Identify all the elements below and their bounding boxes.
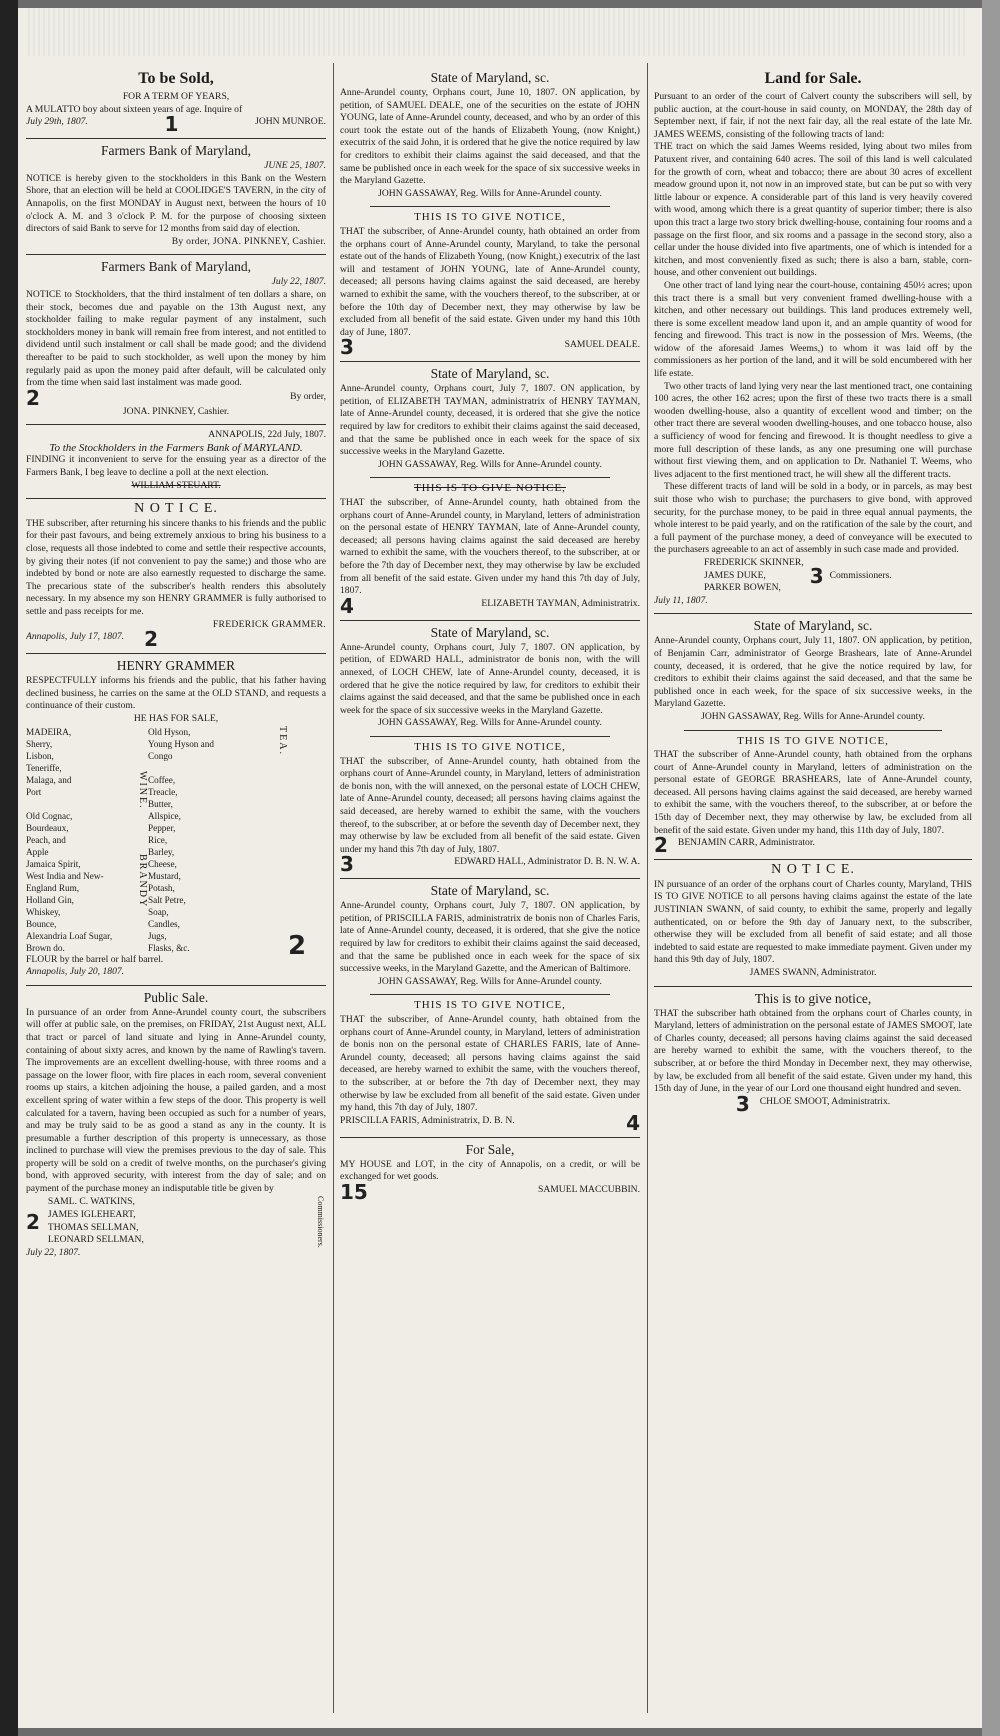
commissioner-names bbox=[48, 1196, 305, 1246]
list-item: Pepper, bbox=[148, 822, 176, 833]
list-item: Holland Gin, bbox=[26, 894, 74, 905]
divider bbox=[684, 730, 942, 731]
list-item: Teneriffe, bbox=[26, 762, 62, 773]
ad-title: HENRY GRAMMER bbox=[116, 658, 236, 674]
list-item: Alexandria Loaf Sugar, bbox=[26, 930, 113, 941]
ad-date: July 22, 1807. bbox=[271, 276, 326, 288]
group-label-wine: WINE. bbox=[137, 770, 148, 810]
ad-stockholders bbox=[26, 429, 326, 492]
list-item: JAMES IGLEHEART, bbox=[47, 1208, 136, 1220]
ad-title: Land for Sale. bbox=[764, 70, 862, 87]
list-item: Soap, bbox=[148, 906, 169, 917]
ad-state-maryland-1 bbox=[340, 70, 640, 200]
list-item: PARKER BOWEN, bbox=[704, 582, 781, 594]
list-item: Jugs, bbox=[148, 930, 167, 941]
divider bbox=[340, 1137, 640, 1138]
ad-date: Annapolis, July 20, 1807. bbox=[26, 966, 125, 978]
ad-title: N O T I C E. bbox=[134, 501, 218, 517]
group-label-brandy: BRANDY bbox=[137, 854, 148, 909]
ad-signature: PRISCILLA FARIS, Administratrix, D. B. N. bbox=[340, 1114, 515, 1126]
ad-signature: JONA. PINKNEY, Cashier. bbox=[122, 405, 230, 417]
ad-state-maryland-5 bbox=[654, 618, 972, 723]
ad-state-maryland-4 bbox=[340, 883, 640, 988]
column-rule bbox=[647, 63, 648, 1713]
ad-body: Anne-Arundel county, Orphans court, July 7, 1807. ON application, by petition, of PRISCILLA FARIS, administratrix de bonis non of Charles Faris, late of Anne-Arundel county, deceased, it is ordered, that she give the notice required by law for creditors to exhibit their claims against the said deceased, and that the same be published once in each week for the space of six successive weeks, in the Maryland Gazette, and the American of Baltimore. bbox=[340, 900, 640, 975]
list-item: Old Hyson, bbox=[148, 726, 191, 737]
column-1 bbox=[26, 68, 326, 1708]
divider bbox=[26, 424, 326, 425]
ad-signature: FREDERICK GRAMMER. bbox=[212, 618, 326, 630]
ad-body: THAT the subscriber of Anne-Arundel county, hath obtained from the orphans court of Anne-Arundel county in Maryland, letters of administration on the personal estate of GEORGE BRASHEARS, late of Anne-Arundel county, deceased. All persons having claims against the said deceased, are hereby warned to exhibit the same, with the vouchers thereof, to the subscriber, at or before the 15th day of December next, they may otherwise by law, be excluded from all benefit of the said estate. Given under my hand, this 11th day of July, 1807. bbox=[654, 749, 972, 836]
list-item: FREDERICK SKINNER, bbox=[704, 556, 804, 568]
ad-notice-hall bbox=[340, 740, 640, 877]
ad-land-for-sale bbox=[654, 70, 972, 607]
ad-body: THAT the subscriber, of Anne-Arundel county, hath obtained an order from the orphans court of Anne-Arundel county, Maryland, to take the personal estate out of the hands of Elizabeth Young, (now Knight,) executrix of the last will and testament of JOHN YOUNG, late of Anne-Arundel county, deceased; all persons having claims against the said deceased, are hereby warned to exhibit the same, with the vouchers thereof, to the subscriber, at or before the 10th day of December next, they may otherwise by law be excluded from all benefit of the said estate. Given under my hand this 10th day of June, 1807. bbox=[340, 225, 640, 338]
ad-title: THIS IS TO GIVE NOTICE, bbox=[737, 734, 889, 747]
ad-notice-grammer bbox=[26, 501, 326, 652]
list-item: MADEIRA, bbox=[26, 726, 72, 737]
ad-title: State of Maryland, sc. bbox=[753, 618, 873, 634]
list-item: England Rum, bbox=[26, 882, 80, 893]
divider bbox=[370, 477, 610, 478]
list-item: THOMAS SELLMAN, bbox=[47, 1221, 139, 1233]
list-item: West India and New- bbox=[26, 870, 104, 881]
ad-title: State of Maryland, sc. bbox=[430, 624, 550, 640]
list-item: Peach, and bbox=[26, 834, 66, 845]
column-2 bbox=[340, 68, 640, 1708]
ad-signature: ELIZABETH TAYMAN, Administratrix. bbox=[481, 597, 640, 609]
ad-body: THAT the subscriber, of Anne-Arundel county, hath obtained from the orphans court of Anne-Arundel county, in Maryland, letters of administration de bonis non on the personal estate of CHARLES FARIS, late of Anne-Arundel county, deceased; all persons having claims against the said deceased, are hereby warned to exhibit the same, with the vouchers thereof, to the subscriber, at or before the 7th day of December next, they may otherwise by law be excluded from all benefit of the said estate. Given under my hand, this 7th day of July, 1807. bbox=[340, 1014, 640, 1114]
list-item: SAML. C. WATKINS, bbox=[47, 1196, 135, 1208]
column-3 bbox=[654, 68, 972, 1708]
list-item: Young Hyson and bbox=[148, 738, 214, 749]
commissioners-label: Commissioners. bbox=[316, 1195, 325, 1248]
goods-list-right bbox=[148, 726, 258, 954]
ad-henry-grammer bbox=[26, 658, 326, 979]
ad-title: This is to give notice, bbox=[754, 990, 872, 1006]
ad-signature: JAMES SWANN, Administrator. bbox=[749, 967, 877, 978]
ad-subtitle: FOR A TERM OF YEARS, bbox=[122, 91, 230, 102]
handwritten-mark: 2 bbox=[26, 1209, 40, 1234]
ad-body: IN pursuance of an order of the orphans court of Charles county, Maryland, THIS IS TO GIVE NOTICE to all persons having claims against the estate of the late JUSTINIAN SWANN, of said county, to exhibit the same, properly and legally authenticated, on or before the 9th day of January next, to the subscriber, otherwise they will be excluded from all benefit of said estate; and all those indebted to said estate are requested to make immediate payment. Given under my hand this 9th day of July, 1807. bbox=[654, 878, 972, 966]
ad-public-sale bbox=[26, 990, 326, 1260]
ad-notice-faris bbox=[340, 999, 640, 1135]
ad-signature: SAMUEL MACCUBBIN. bbox=[538, 1183, 640, 1195]
ad-to-be-sold bbox=[26, 70, 326, 137]
ad-title: To the Stockholders in the Farmers Bank of MARYLAND. bbox=[49, 441, 303, 454]
ad-body-terms: These different tracts of land will be sold in a body, or in parcels, as may best suit those who wish to purchase; the purchasers to give bond, with approved security, for the purchase money, to be paid in three equal annual payments, the whole interest to be paid yearly, and on the ratification of the sale by the court, and a full payment of the purchase money, a deed of conveyance will be executed to the purchasers agreeable to an act of assembly in such case made and provided. bbox=[654, 481, 972, 556]
ad-notice-deale bbox=[340, 211, 640, 360]
ad-state-maryland-2 bbox=[340, 366, 640, 471]
page-header-texture bbox=[28, 8, 968, 56]
handwritten-mark: 3 bbox=[340, 335, 354, 360]
ad-signature: JOHN GASSAWAY, Reg. Wills for Anne-Arundel county. bbox=[378, 717, 602, 729]
list-item: Jamaica Spirit, bbox=[26, 858, 81, 869]
list-item: Port bbox=[26, 786, 42, 797]
handwritten-mark: 4 bbox=[626, 1110, 640, 1135]
divider bbox=[654, 986, 972, 987]
list-item: Allspice, bbox=[148, 810, 181, 821]
ad-title: Farmers Bank of Maryland, bbox=[101, 259, 251, 275]
ad-body: FINDING it inconvenient to serve for the ensuing year as a director of the Farmers Bank, I beg leave to decline a poll at the next election. bbox=[26, 454, 326, 479]
group-label-tea: TEA. bbox=[277, 725, 288, 756]
ad-by: By order, bbox=[290, 391, 326, 403]
ad-body: THAT the subscriber, of Anne-Arundel county, hath obtained from the orphans court of Anne-Arundel county, in Maryland, letters of administration on the personal estate of HENRY TAYMAN, late of Anne-Arundel county, deceased; all persons having claims against the said deceased are hereby warned to exhibit the same, with the vouchers thereof, to the subscriber, at or before the 7th day of December next, they may otherwise by law be excluded from all benefit of the said estate. Given under my hand this 7th day of July, 1807. bbox=[340, 497, 640, 597]
list-item bbox=[26, 798, 118, 810]
list-item: Sherry, bbox=[26, 738, 53, 749]
commissioner-names bbox=[704, 557, 804, 595]
list-item: Potash, bbox=[148, 882, 175, 893]
divider bbox=[26, 138, 326, 139]
ad-title: THIS IS TO GIVE NOTICE, bbox=[414, 482, 566, 495]
list-item: Candles, bbox=[148, 918, 180, 929]
ad-body: Anne-Arundel county, Orphans court, June 10, 1807. ON application, by petition, of SAMUEL DEALE, one of the securities on the estate of JOHN YOUNG, late of Anne-Arundel county, deceased, and who by an order of this court took the estate out of the hands of Elizabeth Young, (now Knight,) executrix of the said John, it is ordered that he give the notice required by law for creditors to exhibit their claims against the said deceased, and that the same be published once in each week for the space of six successive weeks in the Maryland Gazette. bbox=[340, 87, 640, 187]
ad-date: July 29th, 1807. bbox=[26, 116, 88, 128]
list-item: Congo bbox=[148, 750, 173, 761]
ad-farmers-bank-1 bbox=[26, 143, 326, 248]
list-item: Coffee, bbox=[148, 774, 176, 785]
ad-notice-smoot bbox=[654, 990, 972, 1116]
ad-title: Public Sale. bbox=[143, 989, 209, 1005]
list-item: Flasks, &c. bbox=[148, 942, 190, 953]
handwritten-mark: 3 bbox=[735, 1091, 750, 1116]
list-item: Malaga, and bbox=[26, 774, 72, 785]
ad-title: To be Sold, bbox=[138, 70, 214, 87]
list-item: Barley, bbox=[148, 846, 175, 857]
handwritten-mark: 3 bbox=[809, 563, 824, 588]
list-item: Rice, bbox=[148, 834, 168, 845]
ad-body-tract-2: One other tract of land lying near the court-house, containing 450½ acres; upon this tract there is a small but very convenient framed dwelling-house with a kitchen, and other necessary out buildings. This land produces extremely well, there is some excellent meadow land upon it, and an ample quantity of wood for fencing and firewood. This tract is now in the possession of Mrs. Weems, (the widow of the aforesaid James Weems,) to whom it was laid off by the commissioners as her portion of the land, and it will be sold encumbered with her life estate. bbox=[654, 279, 972, 380]
ad-date: July 11, 1807. bbox=[654, 594, 708, 606]
divider bbox=[340, 361, 640, 362]
ad-date: JUNE 25, 1807. bbox=[264, 160, 326, 172]
newspaper-page bbox=[18, 8, 982, 1728]
list-item: Bourdeaux, bbox=[26, 822, 69, 833]
ad-signature: BENJAMIN CARR, Administrator. bbox=[677, 837, 815, 849]
divider bbox=[370, 206, 610, 207]
ad-title: State of Maryland, sc. bbox=[430, 366, 550, 382]
list-item: LEONARD SELLMAN, bbox=[47, 1234, 144, 1246]
ad-signature: JOHN MUNROE. bbox=[255, 116, 326, 128]
ad-signature: CHLOE SMOOT, Administratrix. bbox=[759, 1095, 891, 1107]
handwritten-mark: 4 bbox=[340, 593, 354, 618]
divider bbox=[654, 613, 972, 614]
ad-body: MY HOUSE and LOT, in the city of Annapolis, on a credit, or will be exchanged for wet goods. bbox=[340, 1158, 640, 1183]
list-item: Apple bbox=[26, 846, 49, 857]
ad-title: State of Maryland, sc. bbox=[430, 883, 550, 899]
ad-body: Anne-Arundel county, Orphans court, July 7, 1807. ON application, by petition, of EDWARD HALL, administrator de bonis non, with the will annexed, of LOCH CHEW, late of Anne-Arundel county, deceased, it is ordered that he give the notice required by law, for creditors to exhibit their claims against the said deceased, and that the same be published once in each week for the space of six successive weeks in the Maryland Gazette. bbox=[340, 641, 640, 716]
handwritten-mark: 3 bbox=[340, 852, 354, 877]
divider bbox=[26, 254, 326, 255]
handwritten-mark: 1 bbox=[164, 112, 179, 137]
ad-state-maryland-3 bbox=[340, 625, 640, 730]
ad-for-sale bbox=[340, 1141, 640, 1204]
ad-title: Farmers Bank of Maryland, bbox=[101, 143, 251, 159]
divider bbox=[340, 620, 640, 621]
list-item: Whiskey, bbox=[26, 906, 61, 917]
list-item: Cheese, bbox=[148, 858, 177, 869]
divider bbox=[370, 736, 610, 737]
ad-body: NOTICE to Stockholders, that the third instalment of ten dollars a share, on their stock, becomes due and payable on the 13th August next, any stockholder failing to make regular payment of any instalment, such stockholders money in bank will remain free from interest, and not entitled to dividend until such instalment or call shall be made good; and the dividend thereafter to be paid to such stockholder, as well upon the money by him regularly paid as upon the money paid after default, will be calculated only from the time when said last instalment was made good. bbox=[26, 288, 326, 389]
ad-signature: SAMUEL DEALE. bbox=[564, 339, 640, 351]
ad-signature: JOHN GASSAWAY, Reg. Wills for Anne-Arundel county. bbox=[378, 458, 602, 470]
list-item: JAMES DUKE, bbox=[704, 569, 766, 581]
ad-title: THIS IS TO GIVE NOTICE, bbox=[414, 999, 566, 1012]
handwritten-mark: 2 bbox=[654, 833, 668, 858]
scan-edge-right bbox=[982, 0, 1000, 1736]
ad-farmers-bank-2 bbox=[26, 259, 326, 418]
ad-signature: EDWARD HALL, Administrator D. B. N. W. A. bbox=[454, 856, 640, 868]
ad-date: July 22, 1807. bbox=[26, 1247, 81, 1259]
ad-body: THAT the subscriber hath obtained from the orphans court of Charles county, in Maryland, letters of administration on the personal estate of JAMES SMOOT, late of Charles county, deceased; all persons having claims against the said deceased are hereby warned to exhibit the same, with the vouchers thereof, to the subscriber, at or before the third Monday in December next, they may otherwise, by law, be excluded from all benefit of the said estate. Given under my hand, this 15th day of June, in the year of our Lord one thousand eight hundred and seven. bbox=[654, 1007, 972, 1095]
list-item: Bounce, bbox=[26, 918, 57, 929]
divider bbox=[340, 878, 640, 879]
ad-signature: JOHN GASSAWAY, Reg. Wills for Anne-Arundel county. bbox=[701, 710, 925, 722]
ad-title: N O T I C E. bbox=[771, 862, 855, 878]
ad-notice-carr bbox=[654, 734, 972, 858]
list-item: Treacle, bbox=[148, 786, 178, 797]
handwritten-mark: 2 bbox=[144, 627, 158, 652]
divider bbox=[26, 653, 326, 654]
list-item: Butter, bbox=[148, 798, 173, 809]
handwritten-mark: 2 bbox=[288, 930, 307, 961]
ad-body-tract-1: THE tract on which the said James Weems resided, lying about two miles from Patuxent river, and containing 640 acres. The soil of this land is well calculated for the growth of corn, wheat and tobacco; there are about 30 acres of excellent meadow ground upon it, not now in an improved state, but can be put so with very little labour or expence. A considerable part of this land is very heavily covered with wood, among which there is a great quantity of superior timber; there is also upon this tract a large two story brick dwelling-house, containing four rooms and a passage on the first floor, and six rooms and a passage in the second story, also a cellar under the house divided into five apartments, one of which is intended for a kitchen, and most conveniently fixed as such; there is also a barn, stable, corn-house, and other convenient out buildings. bbox=[654, 141, 972, 279]
list-item: Lisbon, bbox=[26, 750, 54, 761]
handwritten-mark: 15 bbox=[340, 1179, 368, 1204]
commissioners-label: Commissioners. bbox=[829, 569, 892, 581]
ad-date: Annapolis, July 17, 1807. bbox=[26, 631, 125, 643]
divider bbox=[654, 859, 972, 860]
ad-signature: JOHN GASSAWAY, Reg. Wills for Anne-Arundel county. bbox=[378, 187, 602, 199]
list-item: Old Cognac, bbox=[26, 810, 73, 821]
ad-signature: WILLIAM STEUART. bbox=[131, 479, 221, 491]
ad-title: For Sale, bbox=[465, 1141, 515, 1157]
ad-body: RESPECTFULLY informs his friends and the public, that his father having declined business, he carries on the same at the OLD STAND, and requests a continuance of their custom. bbox=[26, 675, 326, 712]
goods-group-labels bbox=[118, 726, 148, 954]
ad-body: THAT the subscriber, of Anne-Arundel county, hath obtained from the orphans court of Anne-Arundel county, in Maryland, letters of administration de bonis non, with the will annexed, on the personal estate of LOCH CHEW, late of Anne-Arundel county, deceased; all persons having claims against the said deceased, are hereby warned to exhibit the same, with the vouchers thereof, to the subscriber, at or before the seventh day of December next, they may otherwise by law be excluded from all benefit of the said estate. Given under my hand this 7th day of July, 1807. bbox=[340, 755, 640, 855]
divider bbox=[26, 498, 326, 499]
ad-body: Anne-Arundel county, Orphans court, July 7, 1807. ON application, by petition, of ELIZABETH TAYMAN, administratrix of HENRY TAYMAN, late of Anne-Arundel county, deceased, it is ordered that she give the notice required by law for creditors to exhibit their claims against the said deceased, and that the same be published once in each week for the space of six successive weeks in the Maryland Gazette. bbox=[340, 383, 640, 458]
list-item: Salt Petre, bbox=[148, 894, 186, 905]
handwritten-mark: 2 bbox=[26, 385, 40, 410]
ad-flour: FLOUR by the barrel or half barrel. bbox=[26, 953, 164, 965]
goods-list-left bbox=[26, 726, 118, 954]
ad-signature: JOHN GASSAWAY, Reg. Wills for Anne-Arundel county. bbox=[378, 975, 602, 987]
ad-signature: By order, JONA. PINKNEY, Cashier. bbox=[171, 235, 326, 247]
list-item: Mustard, bbox=[148, 870, 181, 881]
ad-body-intro: Pursuant to an order of the court of Calvert county the subscribers will sell, by public auction, at the court-house in said county, on MONDAY, the 28th day of September next, if fair, if not the next fair day, all the real estate of the late Mr. JAMES WEEMS, consisting of the following tracts of land: bbox=[654, 91, 972, 140]
ad-title: THIS IS TO GIVE NOTICE, bbox=[414, 740, 566, 753]
list-item bbox=[148, 762, 258, 774]
ad-body: Anne-Arundel county, Orphans court, July 11, 1807. ON application, by petition, of Benjamin Carr, administrator of George Brashears, late of Anne-Arundel county, deceased, it is ordered, that he give the notice required by law, for creditors to exhibit their claims against the said deceased, and that the same be published once in each week, for the space of six successive weeks, in the Maryland Gazette. bbox=[654, 635, 972, 710]
list-item: Brown do. bbox=[26, 942, 65, 953]
ad-notice-swann bbox=[654, 864, 972, 979]
ad-body-tract-3: Two other tracts of land lying very near the last mentioned tract, one containing 100 acres, the other 162 acres; upon the first of these two tracts there is a small wooden dwelling-house, also a quantity of excellent wood and timber; on the other tract there are several wooden dwelling-houses, and one tobacco house, also a sufficiency of wood for fencing and firewood. It is thought needless to give a more full description of these lands, as any one presuming one will purchase without first viewing them, and on application to Dr. Nathaniel T. Weems, who lives adjacent to the first mentioned tract, he will shew all the different tracts. bbox=[654, 380, 972, 480]
scan-edge-left bbox=[0, 0, 18, 1736]
ad-subheading: HE HAS FOR SALE, bbox=[133, 712, 219, 724]
ad-title: State of Maryland, sc. bbox=[430, 70, 550, 85]
ad-body: In pursuance of an order from Anne-Arundel county court, the subscribers will offer at public sale, on the premises, on FRIDAY, 21st August next, ALL that tract or parcel of land situate and lying in Anne-Arundel county, containing of about sixty acres, and known by the name of Rawling's tavern. The improvements are an excellent dwelling-house, with three rooms and a passage on the lower floor, with fire places in each room, several convenient rooms up stairs, a kitchen adjoining the house, a pailed garden, and a most excellent spring of water within a few steps of the door. This property is well calculated for a tavern, having been occupied as such for a number of years, and may be truly said to be as good a stand as any in the county. It is presumable a further description of this property is unnecessary, as those inclined to purchase will view the premises previous to the day of sale. This property will be sold on a credit of twelve months, on the purchaser's giving bond, with approved security, with interest from the day of sale; and on payment of the purchase money an indisputable title be given by bbox=[26, 1006, 326, 1195]
ad-body: NOTICE is hereby given to the stockholders in this Bank on the Western Shore, that an election will be held at COOLIDGE'S TAVERN, in the city of Annapolis, on the first MONDAY in August next, between the hours of 10 o'clock A. M. and 3 o'clock P. M. for the purpose of choosing sixteen directors of said Bank to serve for 12 months from said day of election. bbox=[26, 172, 326, 235]
column-rule bbox=[333, 63, 334, 1713]
ad-title: THIS IS TO GIVE NOTICE, bbox=[414, 211, 566, 224]
divider bbox=[370, 994, 610, 995]
ad-notice-tayman bbox=[340, 482, 640, 618]
ad-date: ANNAPOLIS, 22d July, 1807. bbox=[208, 429, 326, 441]
ad-body: A MULATTO boy about sixteen years of age. Inquire of bbox=[26, 103, 243, 115]
ad-body: THE subscriber, after returning his sincere thanks to his friends and the public for their past favours, and being extremely anxious to bring his business to a close, requests all those indebted to come and settle their respective accounts, by giving their notes (if not convenient to pay the same;) and those who are indebted by bond or note are also earnestly requested to discharge the same. The precarious state of the subscriber's health renders this absolutely necessary. In my absence my son HENRY GRAMMER is fully authorised to settle and pass receipts for me. bbox=[26, 517, 326, 617]
divider bbox=[26, 985, 326, 986]
